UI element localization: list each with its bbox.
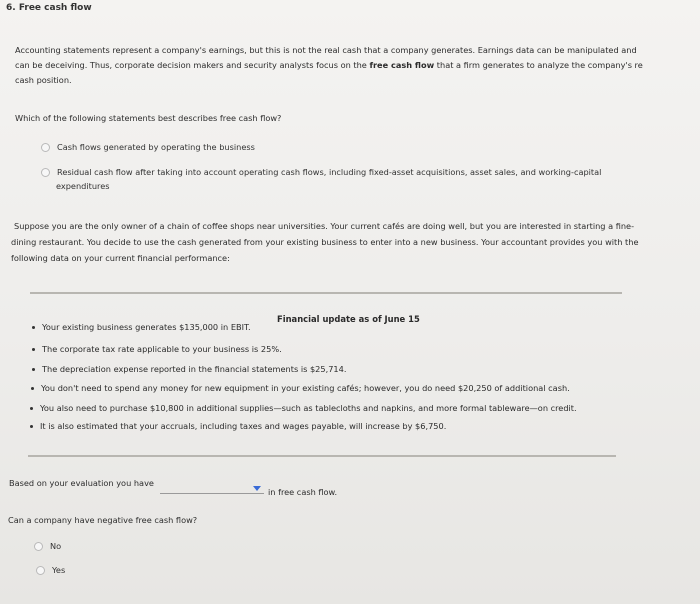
fin-bullet-2-text: The corporate tax rate applicable to your business is 25%. bbox=[42, 344, 282, 354]
radio-button[interactable] bbox=[34, 542, 43, 551]
intro-line-2-b: that a firm generates to analyze the company's re bbox=[436, 60, 643, 70]
q1-option-2-cont: expenditures bbox=[56, 181, 110, 191]
bullet-dot bbox=[31, 387, 34, 390]
q2-option-no-label: No bbox=[50, 541, 62, 551]
q1-text: Which of the following statements best describes free cash flow? bbox=[15, 113, 282, 123]
chevron-down-icon[interactable] bbox=[253, 486, 261, 491]
fin-bullet-1-text: Your existing business generates $135,000 in EBIT. bbox=[42, 322, 251, 332]
bullet-dot bbox=[32, 348, 35, 351]
radio-button[interactable] bbox=[41, 143, 50, 152]
radio-button[interactable] bbox=[36, 566, 45, 575]
fin-bullet-5-text: You also need to purchase $10,800 in additional supplies—such as tablecloths and napkins, and more formal tableware—on credit. bbox=[40, 403, 577, 413]
divider-top bbox=[30, 292, 622, 294]
fin-bullet-2 bbox=[32, 344, 282, 354]
free-cash-flow-term: free cash flow bbox=[369, 60, 435, 70]
intro-line-1: Accounting statements represent a company's earnings, but this is not the real cash that a company generates. Earnings data can be manipulated and bbox=[15, 45, 637, 55]
financial-update-title: Financial update as of June 15 bbox=[277, 314, 420, 324]
fin-bullet-5 bbox=[30, 403, 577, 413]
free-cash-flow-dropdown[interactable] bbox=[160, 481, 264, 494]
fin-bullet-3 bbox=[32, 364, 346, 374]
intro-line-2 bbox=[15, 58, 643, 73]
eval-suffix: in free cash flow. bbox=[268, 487, 338, 497]
fin-bullet-6 bbox=[30, 421, 446, 431]
bullet-dot bbox=[32, 326, 35, 329]
intro-line-2-a: can be deceiving. Thus, corporate decision makers and security analysts focus on the bbox=[15, 60, 367, 70]
q1-option-2-label: Residual cash flow after taking into account operating cash flows, including fixed-asset acquisitions, asset sales, and working-capital bbox=[57, 167, 602, 177]
bullet-dot bbox=[30, 407, 33, 410]
scenario-line-1: Suppose you are the only owner of a chain of coffee shops near universities. Your current cafés are doing well, but you are interested in starting a fine- bbox=[14, 221, 635, 231]
q1-option-1[interactable] bbox=[41, 142, 255, 152]
radio-button[interactable] bbox=[41, 168, 50, 177]
scenario-line-3: following data on your current financial performance: bbox=[11, 253, 230, 263]
question-title: 6. Free cash flow bbox=[6, 3, 92, 13]
fin-bullet-4 bbox=[31, 383, 570, 393]
q2-option-no[interactable] bbox=[34, 541, 61, 551]
bullet-dot bbox=[32, 368, 35, 371]
q2-text: Can a company have negative free cash flow? bbox=[8, 515, 198, 525]
q1-option-2[interactable] bbox=[41, 167, 601, 177]
intro-line-3: cash position. bbox=[15, 75, 72, 85]
q1-option-1-label: Cash flows generated by operating the business bbox=[57, 142, 255, 152]
q2-option-yes[interactable] bbox=[36, 565, 65, 575]
q2-option-yes-label: Yes bbox=[52, 565, 66, 575]
fin-bullet-6-text: It is also estimated that your accruals, including taxes and wages payable, will increase by $6,750. bbox=[40, 421, 447, 431]
scenario-line-2: dining restaurant. You decide to use the cash generated from your existing business to enter into a new business. Your accountant provides you with the bbox=[11, 237, 639, 247]
fin-bullet-1 bbox=[32, 322, 251, 332]
divider-bottom bbox=[28, 455, 616, 457]
fin-bullet-4-text: You don't need to spend any money for new equipment in your existing cafés; however, you do need $20,250 of additional cash. bbox=[41, 383, 570, 393]
fin-bullet-3-text: The depreciation expense reported in the financial statements is $25,714. bbox=[42, 364, 347, 374]
bullet-dot bbox=[30, 425, 33, 428]
eval-prefix: Based on your evaluation you have bbox=[9, 478, 154, 488]
